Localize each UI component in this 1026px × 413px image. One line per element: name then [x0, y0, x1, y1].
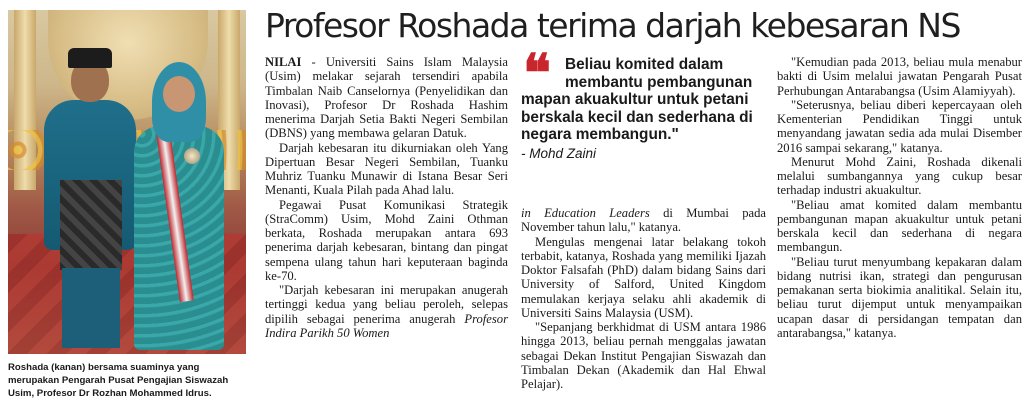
paragraph: Menurut Mohd Zaini, Roshada dikenali melalui sumbangannya yang cukup besar terhadap industri akuakultur.: [777, 154, 1022, 198]
article-column-1: [265, 55, 508, 340]
photo-man-figure: [38, 40, 142, 354]
pull-quote-text: [521, 56, 766, 144]
pull-quote: [521, 43, 766, 161]
paragraph: Darjah kebesaran itu dikurniakan oleh Yang Dipertuan Besar Negeri Sembilan, Tuanku Muhriz Tuanku Munawir di Istana Besar Seri Menanti, Kuala Pilah pada Ahad lalu.: [265, 140, 508, 198]
paragraph: "Seterusnya, beliau diberi kepercayaan oleh Kementerian Pendidikan Tinggi untuk menyandang jawatan sedia ada mulai Disember 2016 sampai sekarang," katanya.: [777, 97, 1022, 155]
paragraph: "Kemudian pada 2013, beliau mula menabur bakti di Usim melalui jawatan Pengarah Pusat Perhubungan Antarabangsa (Usim Alamiyyah).: [777, 55, 1022, 98]
quote-mark-icon: ❝: [523, 43, 551, 104]
paragraph-text: di Mumbai pada November tahun lalu," katanya.: [521, 206, 766, 235]
paragraph: "Beliau turut menyumbang kepakaran dalam bidang nutrisi ikan, strategi dan pengurusan pemakanan serta biokimia analitikal. Selain itu, beliau turut dijemput untuk menyampaikan ucapan dasar di persidangan tempatan dan antarabangsa," katanya.: [777, 254, 1022, 340]
pull-quote-line: membantu pembangunan: [565, 73, 753, 91]
pull-quote-line: Beliau komited dalam: [565, 56, 724, 73]
paragraph: [521, 206, 766, 235]
paragraph: [265, 55, 508, 141]
photo-woman-figure: [130, 62, 228, 354]
paragraph: Pegawai Pusat Komunikasi Strategik (StraComm) Usim, Mohd Zaini Othman berkata, Roshada merupakan antara 693 penerima darjah kebesaran, bintang dan pingat sempena ulang tahun hari keputeraan baginda ke-70.: [265, 197, 508, 283]
article-column-3: [777, 55, 1022, 340]
paragraph: "Beliau amat komited dalam membantu pembangunan mapan akuakultur untuk petani berskala kecil dan sederhana di negara membangun.: [777, 197, 1022, 255]
article-photo: [8, 10, 246, 354]
paragraph-text: - Universiti Sains Islam Malaysia (Usim) melakar sejarah tersendiri apabila Timbalan Naib Canselornya (Penyelidikan dan Inovasi), Profesor Dr Roshada Hashim menerima Darjah Setia Bakti Negeri Sembilan (DBNS) yang membawa gelaran Datuk.: [265, 55, 508, 141]
paragraph: "Sepanjang berkhidmat di USM antara 1986 hingga 2013, beliau pernah menggalas jawatan sebagai Dekan Institut Pengajian Siswazah dan Timbalan Dekan (Akademik dan Hal Ehwal Pelajar).: [521, 320, 766, 391]
dateline: NILAI: [265, 55, 302, 69]
pull-quote-line: mapan akuakultur untuk petani berskala kecil dan sederhana di negara membangun.": [521, 91, 753, 143]
paragraph: [265, 283, 508, 340]
award-name: in Education Leaders: [521, 206, 650, 220]
paragraph: Mengulas mengenai latar belakang tokoh terbabit, katanya, Roshada yang memiliki Ijazah Doktor Falsafah (PhD) dalam bidang Sains dari University of Salford, United Kingdom memulakan kerjaya selaku ahli akademik di Universiti Sains Malaysia (USM).: [521, 234, 766, 320]
pull-quote-attribution: - Mohd Zaini: [521, 145, 597, 161]
award-name: Profesor Indira Parikh 50 Women: [265, 311, 508, 340]
article-headline: Profesor Roshada terima darjah kebesaran NS: [265, 6, 960, 45]
article-column-2: [521, 206, 766, 391]
photo-caption: Roshada (kanan) bersama suaminya yang merupakan Pengarah Pusat Pengajian Siswazah Usim, Profesor Dr Rozhan Mohammed Idrus.: [8, 362, 229, 399]
paragraph-text: "Darjah kebesaran ini merupakan anugerah tertinggi kedua yang beliau peroleh, selepas dipilih sebagai penerima anugerah: [265, 283, 508, 326]
